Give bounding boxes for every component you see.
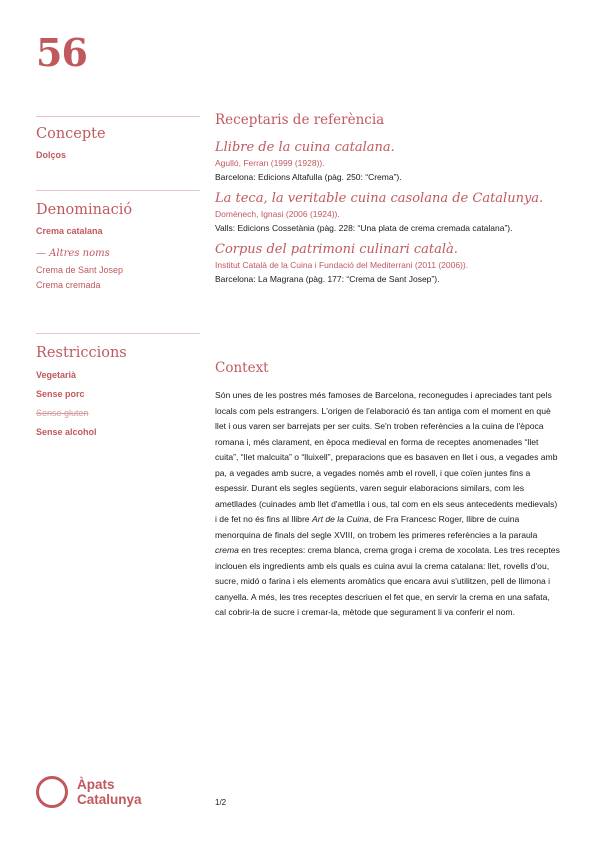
context-text: en tres receptes: crema blanca, crema groga i crema de xocolata. Les tres receptes inclouen els ingredients amb els quals es cuina avui la crema catalana: llet, rovells d'ou, sucre, midó o farina i els elements aromàtics que encara avui s'utilitzen, pell de llimona i canyella. A més, les tres receptes descriuen el fet que, en servir la crema en una safata, cal cobrir-la de sucre i cremar-la, mètode que segurament li va conferir el nom.	[215, 545, 560, 617]
restriction-sense-alcohol: Sense alcohol	[36, 427, 97, 437]
book-publication: Barcelona: La Magrana (pàg. 177: “Crema de Sant Josep”).	[215, 274, 440, 284]
book-entry	[215, 242, 560, 287]
book-entry	[215, 191, 560, 236]
restriccions-section	[36, 345, 200, 437]
altres-nom-item: Crema de Sant Josep	[36, 265, 124, 275]
book-entry	[215, 140, 560, 185]
book-title: Corpus del patrimoni culinari català.	[215, 242, 458, 257]
book-publication: Valls: Edicions Cossetània (pàg. 228: “Una plata de crema cremada catalana”).	[215, 223, 513, 233]
context-text: , de Fra Francesc Roger, llibre de cuina menorquina de finals del segle XVIII, on trobem les primeres referències a la paraula	[215, 514, 538, 540]
altres-nom-item: Crema cremada	[36, 280, 101, 290]
book-author: Institut Català de la Cuina i Fundació del Mediterrani (2011 (2006)).	[215, 260, 469, 270]
context-text: Són unes de les postres més famoses de Barcelona, reconegudes i apreciades tant pels locals com pels estrangers. L'origen de l'elaboració és tan antiga com el moment en què llet i ous varen ser barrejats per ser cuits. Se'n troben referències a la cuina de l'època romana i, més clarament, en època medieval en forma de receptes anomenades “llet cuita”, “llet malcuita” o “lluixell”, preparacions que es basaven en llet i ous, a vegades amb pa, a vegades amb sucre, a vegades només amb el rovell, i que coïen juntes fins a espessir. Durant els segles següents, varen seguir elaboracions similars, com les ametllades (cuinades amb llet d'ametlla i ous, tal com en els seus antecedents medievals) i de fet no és fins al llibre	[215, 390, 558, 524]
context-book-title: Art de la Cuina	[311, 514, 369, 524]
context-body	[215, 388, 560, 621]
context-section	[215, 360, 560, 621]
restriction-sense-porc: Sense porc	[36, 389, 85, 399]
apats-catalunya-logo	[36, 776, 142, 808]
concepte-title: Concepte	[36, 126, 106, 142]
book-title: La teca, la veritable cuina casolana de Catalunya.	[215, 191, 544, 206]
restriction-sense-gluten: Sense gluten	[36, 408, 89, 418]
divider	[36, 190, 200, 191]
receptaris-title: Receptaris de referència	[215, 112, 385, 128]
book-publication: Barcelona: Edicions Altafulla (pàg. 250: “Crema”).	[215, 172, 402, 182]
restriccions-title: Restriccions	[36, 345, 127, 361]
context-term: crema	[215, 545, 239, 555]
page-number: 56	[36, 30, 87, 75]
altres-noms-title: — Altres noms	[36, 248, 110, 259]
page-count: 1/2	[215, 798, 227, 807]
logo-line2: Catalunya	[77, 792, 142, 807]
denominacio-value: Crema catalana	[36, 226, 103, 236]
receptaris-section	[215, 112, 560, 287]
book-author: Agulló, Ferran (1999 (1928)).	[215, 158, 325, 168]
book-title: Llibre de la cuina catalana.	[215, 140, 395, 155]
concepte-section	[36, 126, 200, 160]
context-title: Context	[215, 360, 269, 376]
restriction-vegetaria: Vegetarià	[36, 370, 77, 380]
denominacio-section	[36, 202, 200, 293]
circle-icon	[36, 776, 68, 808]
concepte-value: Dolços	[36, 150, 67, 160]
logo-line1: Àpats	[77, 777, 115, 792]
book-author: Domènech, Ignasi (2006 (1924)).	[215, 209, 340, 219]
divider	[36, 116, 200, 117]
denominacio-title: Denominació	[36, 202, 133, 218]
divider	[36, 333, 200, 334]
